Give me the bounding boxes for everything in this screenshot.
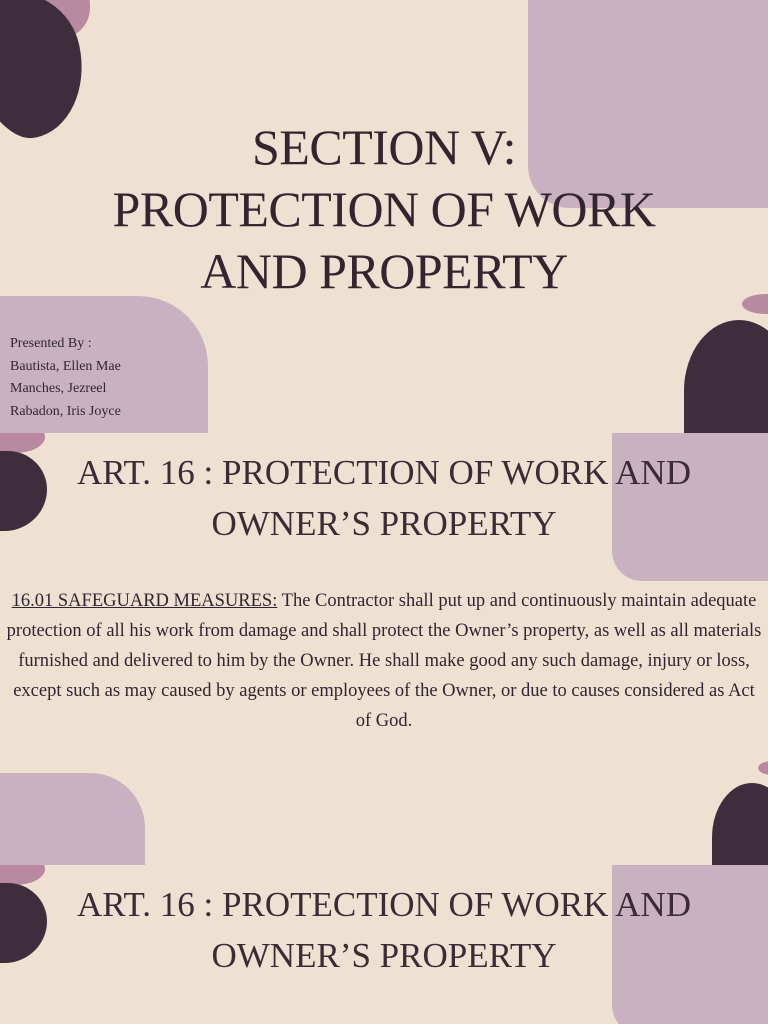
decor-dark-blob bbox=[684, 320, 768, 433]
title-line: ART. 16 : PROTECTION OF WORK AND bbox=[77, 453, 691, 492]
decor-pink-blob bbox=[758, 761, 768, 775]
paragraph-body: The Contractor shall put up and continuously maintain adequate protection of all his work from damage and shall protect the Owner’s property, as well as all materials furnished and delivered to him by the Owner. He shall make good any such damage, injury or loss, except such as may caused by agents or employees of the Owner, or due to causes considered as Act of God. bbox=[6, 591, 762, 731]
section-title bbox=[0, 116, 768, 302]
slide-article-repeat bbox=[0, 865, 768, 1024]
title-line: OWNER’S PROPERTY bbox=[211, 504, 557, 543]
title-line: AND PROPERTY bbox=[200, 243, 568, 299]
title-line: OWNER’S PROPERTY bbox=[211, 936, 557, 975]
title-line: PROTECTION OF WORK bbox=[112, 181, 656, 237]
presenter-name: Rabadon, Iris Joyce bbox=[10, 403, 121, 419]
slide-title bbox=[0, 0, 768, 433]
article-paragraph bbox=[6, 586, 762, 736]
decor-mauve-shape bbox=[0, 773, 145, 865]
article-title bbox=[0, 879, 768, 981]
paragraph-lead: 16.01 SAFEGUARD MEASURES: bbox=[11, 591, 278, 611]
slide-article bbox=[0, 433, 768, 865]
article-title bbox=[0, 447, 768, 549]
presenter-name: Manches, Jezreel bbox=[10, 381, 107, 396]
presenters-block bbox=[10, 333, 121, 423]
decor-dark-blob bbox=[712, 783, 768, 865]
title-line: SECTION V: bbox=[252, 119, 516, 175]
presenter-name: Bautista, Ellen Mae bbox=[10, 358, 121, 374]
presented-by-label: Presented By : bbox=[10, 336, 92, 351]
title-line: ART. 16 : PROTECTION OF WORK AND bbox=[77, 885, 691, 924]
